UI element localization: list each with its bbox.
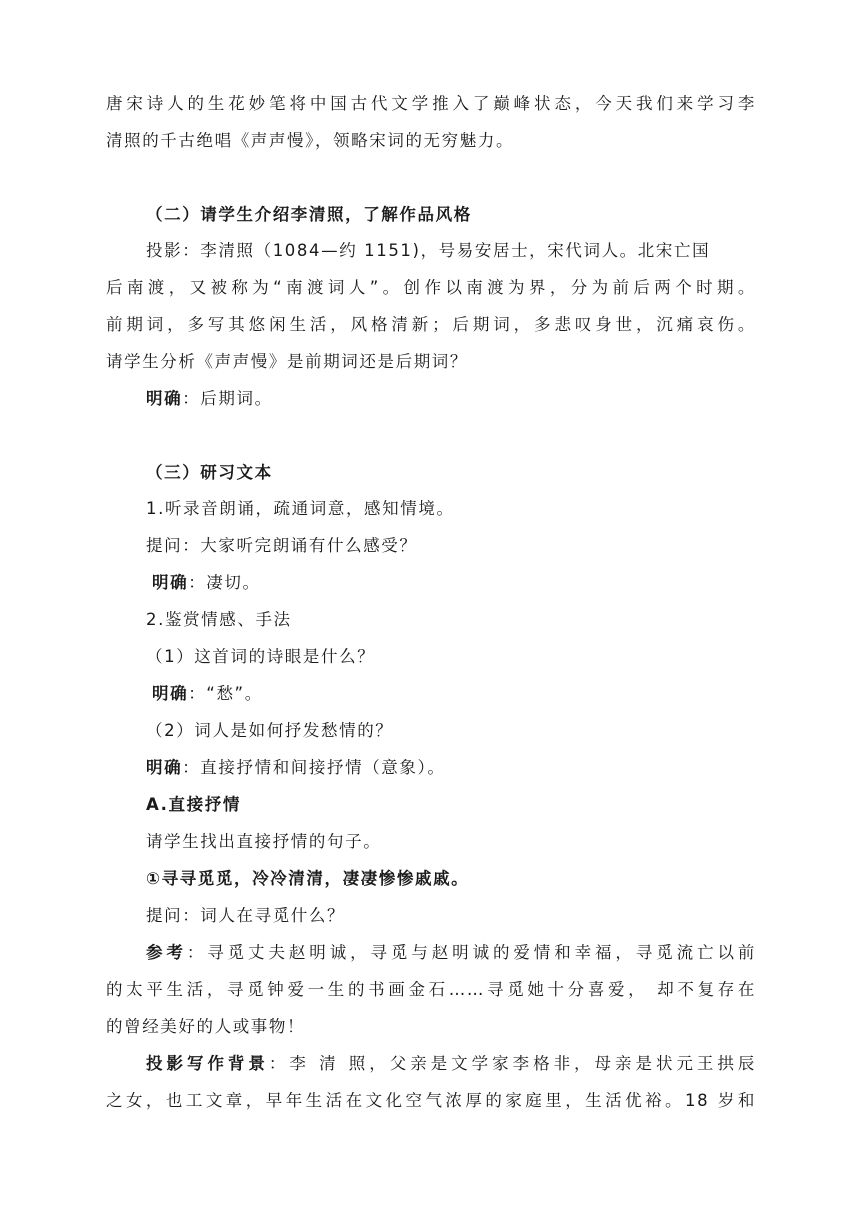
- answer-3: [146, 757, 756, 779]
- section-2-line-3: 前期词，多写其悠闲生活，风格清新；后期词，多悲叹身世，沉痛哀伤。: [106, 315, 756, 334]
- part-a-task: 请学生找出直接抒情的句子。: [146, 832, 382, 851]
- part-a-heading: A.直接抒情: [146, 795, 241, 814]
- reference-text-1: ：寻觅丈夫赵明诚，寻觅与赵明诚的爱情和幸福，寻觅流亡以前: [186, 943, 756, 962]
- answer-1: [152, 572, 756, 594]
- question-1: 提问：大家听完朗诵有什么感受？: [146, 536, 418, 555]
- answer-3-text: ：直接抒情和间接抒情（意象）。: [182, 758, 446, 777]
- section-2-line-1: 投影：李清照（1084—约 1151)，号易安居士，宋代词人。北宋亡国: [146, 241, 711, 260]
- item-1: 1.听录音朗诵，疏通词意，感知情境。: [146, 499, 455, 518]
- intro-line-1: 唐宋诗人的生花妙笔将中国古代文学推入了巅峰状态，今天我们来学习李: [106, 94, 756, 113]
- question-2: 提问：词人在寻觅什么？: [146, 906, 346, 925]
- section-2-answer: [146, 388, 756, 410]
- answer-3-label: 明确: [146, 758, 183, 777]
- item-2: 2.鉴赏情感、手法: [146, 610, 292, 629]
- answer-2-text: ：“愁”。: [188, 684, 263, 703]
- background-line-1: [146, 1053, 756, 1075]
- answer-2: [152, 683, 756, 705]
- reference-line-3: 的曾经美好的人或事物！: [106, 1017, 306, 1036]
- answer-text: ：后期词。: [182, 389, 273, 408]
- answer-label: 明确: [146, 389, 183, 408]
- section-3-heading: （三）研习文本: [146, 463, 273, 482]
- sub-question-1: （1）这首词的诗眼是什么？: [146, 647, 376, 666]
- answer-1-label: 明确: [152, 573, 189, 592]
- section-2-line-2: 后南渡，又被称为“南渡词人”。创作以南渡为界，分为前后两个时期。: [106, 278, 756, 297]
- reference-line-2: 的太平生活，寻觅钟爱一生的书画金石……寻觅她十分喜爱， 却不复存在: [106, 980, 756, 999]
- section-2-line-4: 请学生分析《声声慢》是前期词还是后期词？: [106, 352, 468, 371]
- sub-question-2: （2）词人是如何抒发愁情的？: [146, 721, 394, 740]
- reference-line-1: [146, 942, 756, 964]
- intro-line-2: 清照的千古绝唱《声声慢》，领略宋词的无穷魅力。: [106, 131, 515, 150]
- answer-1-text: ：凄切。: [188, 573, 261, 592]
- answer-2-label: 明确: [152, 684, 189, 703]
- background-text-1: ：李 清 照，父亲是文学家李格非，母亲是状元王拱辰: [268, 1054, 756, 1073]
- quote-1: ①寻寻觅觅，冷冷清清，凄凄惨惨戚戚。: [146, 869, 470, 888]
- background-line-2: 之女，也工文章，早年生活在文化空气浓厚的家庭里，生活优裕。18 岁和: [106, 1091, 756, 1110]
- section-2-heading: （二）请学生介绍李清照，了解作品风格: [146, 205, 472, 224]
- background-label: 投影写作背景: [146, 1054, 269, 1073]
- reference-label: 参考: [146, 943, 187, 962]
